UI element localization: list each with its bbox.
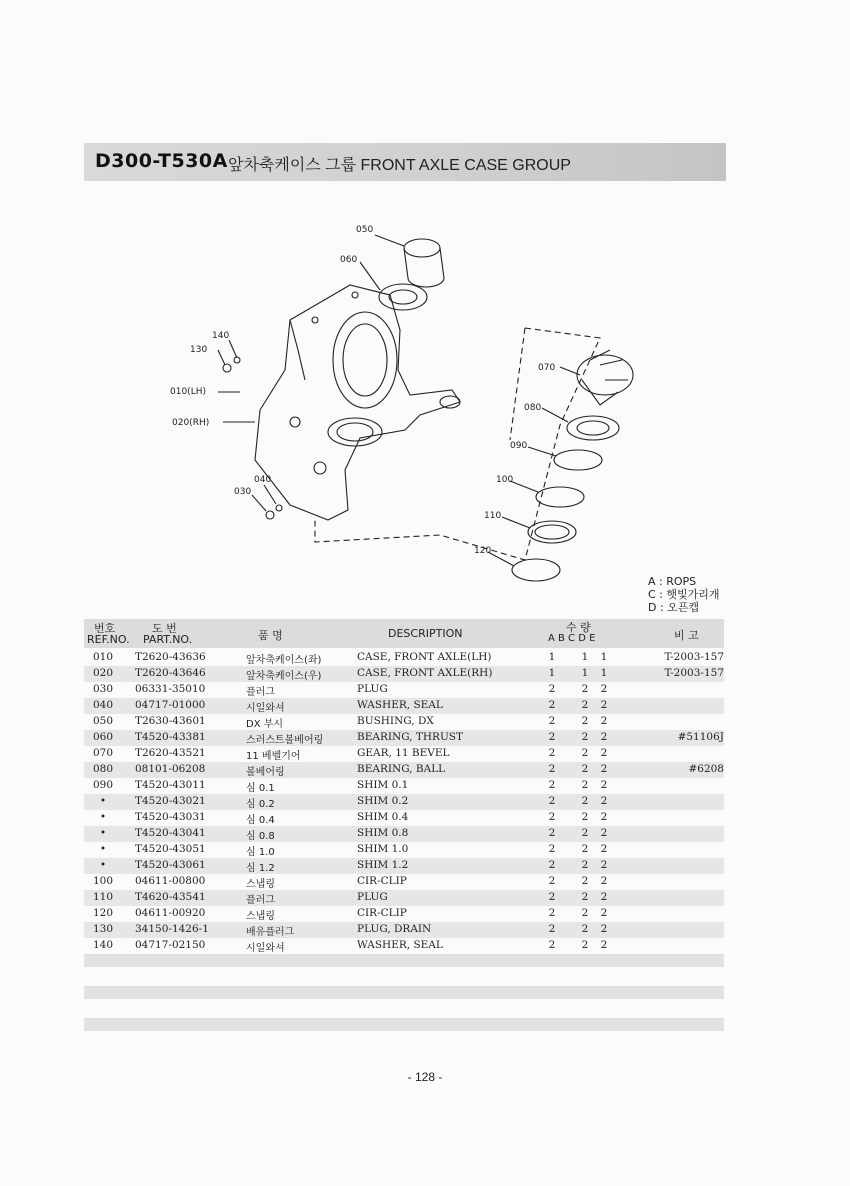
cell-b: 1 bbox=[581, 667, 589, 679]
empty-row-band bbox=[84, 986, 724, 999]
cell-kor: 스냅링 bbox=[246, 911, 275, 922]
cell-desc: BEARING, THRUST bbox=[357, 731, 464, 743]
cell-a: 2 bbox=[548, 699, 556, 711]
cell-part: 04717-01000 bbox=[135, 699, 206, 711]
cell-desc: SHIM 0.8 bbox=[357, 827, 409, 839]
cell-desc: CIR-CLIP bbox=[357, 875, 407, 887]
cell-c: 2 bbox=[600, 699, 608, 711]
cell-remark: #51106J bbox=[677, 731, 724, 743]
empty-row-band bbox=[84, 954, 724, 967]
table-row bbox=[84, 714, 724, 730]
cell-b: 2 bbox=[581, 923, 589, 935]
cell-a: 2 bbox=[548, 891, 556, 903]
table-row bbox=[84, 858, 724, 874]
cell-b: 2 bbox=[581, 715, 589, 727]
table-header bbox=[84, 619, 724, 648]
cell-desc: BUSHING, DX bbox=[357, 715, 434, 727]
table-row bbox=[84, 778, 724, 794]
cell-ref: 080 bbox=[92, 763, 114, 775]
table-row bbox=[84, 922, 724, 938]
cell-kor: DX 부시 bbox=[246, 719, 284, 730]
cell-kor: 시일와셔 bbox=[246, 703, 285, 714]
cell-c: 2 bbox=[600, 891, 608, 903]
cell-a: 1 bbox=[548, 667, 556, 679]
callout-070: 070 bbox=[538, 363, 556, 373]
cell-b: 2 bbox=[581, 683, 589, 695]
cell-c: 2 bbox=[600, 811, 608, 823]
cell-c: 2 bbox=[600, 683, 608, 695]
table-row bbox=[84, 730, 724, 746]
legend-a: A : ROPS bbox=[648, 575, 697, 588]
callout-040: 040 bbox=[254, 475, 272, 485]
cell-a: 2 bbox=[548, 715, 556, 727]
header-ref-ko: 번호 bbox=[94, 622, 116, 635]
table-row bbox=[84, 938, 724, 954]
cell-b: 2 bbox=[581, 859, 589, 871]
callout-140: 140 bbox=[212, 331, 230, 341]
cell-remark: T-2003-157 bbox=[664, 667, 724, 679]
cell-b: 2 bbox=[581, 747, 589, 759]
callout-050: 050 bbox=[356, 225, 374, 235]
cell-c: 2 bbox=[600, 939, 608, 951]
legend-c: C : 햇빛가리개 bbox=[648, 588, 720, 601]
cell-desc: SHIM 1.2 bbox=[357, 859, 409, 871]
cell-desc: WASHER, SEAL bbox=[357, 939, 443, 951]
cell-desc: CASE, FRONT AXLE(LH) bbox=[357, 651, 492, 663]
cell-ref: • bbox=[99, 827, 107, 839]
cell-kor: 심 1.2 bbox=[246, 863, 275, 874]
cell-kor: 시일와셔 bbox=[246, 943, 285, 954]
cell-c: 2 bbox=[600, 923, 608, 935]
cell-desc: SHIM 0.2 bbox=[357, 795, 409, 807]
cell-a: 2 bbox=[548, 779, 556, 791]
cell-c: 1 bbox=[600, 651, 608, 663]
cell-part: T2620-43636 bbox=[135, 651, 206, 663]
cell-b: 1 bbox=[581, 651, 589, 663]
table-row bbox=[84, 746, 724, 762]
cell-b: 2 bbox=[581, 891, 589, 903]
cell-c: 2 bbox=[600, 875, 608, 887]
cell-ref: 010 bbox=[92, 651, 114, 663]
cell-b: 2 bbox=[581, 843, 589, 855]
cell-b: 2 bbox=[581, 939, 589, 951]
cell-kor: 심 0.1 bbox=[246, 783, 275, 794]
cell-ref: 040 bbox=[92, 699, 114, 711]
cell-a: 2 bbox=[548, 747, 556, 759]
cell-part: 04611-00920 bbox=[135, 907, 206, 919]
callout-130: 130 bbox=[190, 345, 208, 355]
cell-a: 2 bbox=[548, 843, 556, 855]
callout-030: 030 bbox=[234, 487, 252, 497]
callout-120: 120 bbox=[474, 546, 492, 556]
cell-c: 1 bbox=[600, 667, 608, 679]
parts-table bbox=[84, 650, 724, 954]
cell-ref: 110 bbox=[92, 891, 114, 903]
cell-a: 2 bbox=[548, 859, 556, 871]
cell-b: 2 bbox=[581, 827, 589, 839]
cell-desc: CIR-CLIP bbox=[357, 907, 407, 919]
header-qty-ko: 수 량 bbox=[566, 621, 591, 634]
cell-c: 2 bbox=[600, 795, 608, 807]
cell-part: 04717-02150 bbox=[135, 939, 206, 951]
cell-kor: 플러그 bbox=[246, 895, 275, 906]
cell-ref: • bbox=[99, 843, 107, 855]
callout-020: 020(RH) bbox=[172, 418, 210, 428]
cell-b: 2 bbox=[581, 907, 589, 919]
table-row bbox=[84, 762, 724, 778]
cell-c: 2 bbox=[600, 779, 608, 791]
cell-part: 06331-35010 bbox=[135, 683, 206, 695]
cell-remark: #6208 bbox=[688, 763, 724, 775]
cell-part: T2620-43646 bbox=[135, 667, 206, 679]
cell-kor: 심 0.4 bbox=[246, 815, 275, 826]
cell-desc: CASE, FRONT AXLE(RH) bbox=[357, 667, 493, 679]
cell-kor: 심 1.0 bbox=[246, 847, 275, 858]
cell-kor: 심 0.8 bbox=[246, 831, 275, 842]
callout-080: 080 bbox=[524, 403, 542, 413]
header-qty-cols: A B C D E bbox=[548, 633, 596, 644]
cell-desc: PLUG, DRAIN bbox=[357, 923, 432, 935]
cell-b: 2 bbox=[581, 779, 589, 791]
cell-kor: 심 0.2 bbox=[246, 799, 275, 810]
group-title: 앞차축케이스 그룹 FRONT AXLE CASE GROUP bbox=[228, 157, 571, 174]
cell-remark: T-2003-157 bbox=[664, 651, 724, 663]
cell-a: 2 bbox=[548, 907, 556, 919]
cell-ref: 030 bbox=[92, 683, 114, 695]
cell-part: T4520-43031 bbox=[135, 811, 206, 823]
cell-a: 2 bbox=[548, 683, 556, 695]
cell-b: 2 bbox=[581, 795, 589, 807]
cell-kor: 앞차축케이스(좌) bbox=[246, 655, 322, 666]
header-part-en: PART.NO. bbox=[143, 633, 193, 646]
header-description: DESCRIPTION bbox=[388, 627, 463, 640]
cell-a: 2 bbox=[548, 923, 556, 935]
cell-a: 2 bbox=[548, 763, 556, 775]
cell-ref: 100 bbox=[92, 875, 114, 887]
header-remark-ko: 비 고 bbox=[674, 629, 699, 642]
table-row bbox=[84, 682, 724, 698]
table-row bbox=[84, 810, 724, 826]
cell-a: 2 bbox=[548, 875, 556, 887]
cell-a: 2 bbox=[548, 827, 556, 839]
cell-desc: WASHER, SEAL bbox=[357, 699, 443, 711]
callout-110: 110 bbox=[484, 511, 502, 521]
header-part-ko: 도 번 bbox=[152, 622, 177, 635]
cell-a: 2 bbox=[548, 731, 556, 743]
callout-090: 090 bbox=[510, 441, 528, 451]
cell-ref: • bbox=[99, 795, 107, 807]
cell-part: T4520-43041 bbox=[135, 827, 206, 839]
cell-part: T2620-43521 bbox=[135, 747, 206, 759]
page-number: - 128 - bbox=[407, 1070, 443, 1084]
table-row bbox=[84, 794, 724, 810]
group-code: D300-T530A bbox=[95, 150, 228, 172]
cell-desc: GEAR, 11 BEVEL bbox=[357, 747, 450, 759]
cell-desc: PLUG bbox=[357, 891, 388, 903]
table-row bbox=[84, 666, 724, 682]
cell-ref: • bbox=[99, 811, 107, 823]
table-row bbox=[84, 650, 724, 666]
cell-c: 2 bbox=[600, 715, 608, 727]
cell-c: 2 bbox=[600, 827, 608, 839]
cell-ref: • bbox=[99, 859, 107, 871]
cell-kor: 스냅링 bbox=[246, 879, 275, 890]
cell-ref: 120 bbox=[92, 907, 114, 919]
cell-part: T2630-43601 bbox=[135, 715, 206, 727]
empty-row-band bbox=[84, 1018, 724, 1031]
cell-part: T4520-43061 bbox=[135, 859, 206, 871]
cell-part: 08101-06208 bbox=[135, 763, 206, 775]
cell-ref: 140 bbox=[92, 939, 114, 951]
cell-part: 34150-1426-1 bbox=[135, 923, 209, 935]
cell-c: 2 bbox=[600, 843, 608, 855]
cell-ref: 050 bbox=[92, 715, 114, 727]
table-row bbox=[84, 906, 724, 922]
cell-ref: 090 bbox=[92, 779, 114, 791]
cell-desc: SHIM 1.0 bbox=[357, 843, 409, 855]
cell-part: 04611-00800 bbox=[135, 875, 206, 887]
cell-a: 1 bbox=[548, 651, 556, 663]
cell-ref: 060 bbox=[92, 731, 114, 743]
cell-b: 2 bbox=[581, 699, 589, 711]
legend bbox=[648, 575, 720, 614]
cell-kor: 볼베어링 bbox=[246, 767, 285, 778]
cell-c: 2 bbox=[600, 907, 608, 919]
cell-kor: 플러그 bbox=[246, 687, 275, 698]
cell-a: 2 bbox=[548, 811, 556, 823]
callout-100: 100 bbox=[496, 475, 514, 485]
cell-kor: 스러스트볼베어링 bbox=[246, 735, 324, 746]
cell-part: T4520-43381 bbox=[135, 731, 206, 743]
legend-d: D : 오픈캡 bbox=[648, 601, 700, 614]
exploded-parts-diagram bbox=[160, 210, 640, 610]
cell-desc: SHIM 0.1 bbox=[357, 779, 409, 791]
cell-part: T4520-43051 bbox=[135, 843, 206, 855]
cell-ref: 070 bbox=[92, 747, 114, 759]
cell-b: 2 bbox=[581, 875, 589, 887]
table-row bbox=[84, 890, 724, 906]
cell-a: 2 bbox=[548, 939, 556, 951]
cell-b: 2 bbox=[581, 811, 589, 823]
header-name-ko: 품 명 bbox=[258, 629, 283, 642]
table-row bbox=[84, 826, 724, 842]
cell-desc: BEARING, BALL bbox=[357, 763, 446, 775]
table-row bbox=[84, 842, 724, 858]
table-row bbox=[84, 874, 724, 890]
cell-c: 2 bbox=[600, 859, 608, 871]
cell-b: 2 bbox=[581, 763, 589, 775]
cell-part: T4520-43021 bbox=[135, 795, 206, 807]
cell-kor: 앞차축케이스(우) bbox=[246, 671, 322, 682]
cell-desc: PLUG bbox=[357, 683, 388, 695]
cell-c: 2 bbox=[600, 747, 608, 759]
cell-c: 2 bbox=[600, 731, 608, 743]
cell-a: 2 bbox=[548, 795, 556, 807]
header-ref-en: REF.NO. bbox=[87, 633, 130, 646]
cell-part: T4520-43011 bbox=[135, 779, 206, 791]
cell-c: 2 bbox=[600, 763, 608, 775]
cell-ref: 130 bbox=[92, 923, 114, 935]
cell-ref: 020 bbox=[92, 667, 114, 679]
cell-part: T4620-43541 bbox=[135, 891, 206, 903]
callout-060: 060 bbox=[340, 255, 358, 265]
cell-kor: 11 베벨기어 bbox=[246, 751, 301, 762]
table-row bbox=[84, 698, 724, 714]
cell-b: 2 bbox=[581, 731, 589, 743]
cell-kor: 배유플러그 bbox=[246, 927, 295, 938]
callout-010: 010(LH) bbox=[170, 387, 206, 397]
cell-desc: SHIM 0.4 bbox=[357, 811, 409, 823]
